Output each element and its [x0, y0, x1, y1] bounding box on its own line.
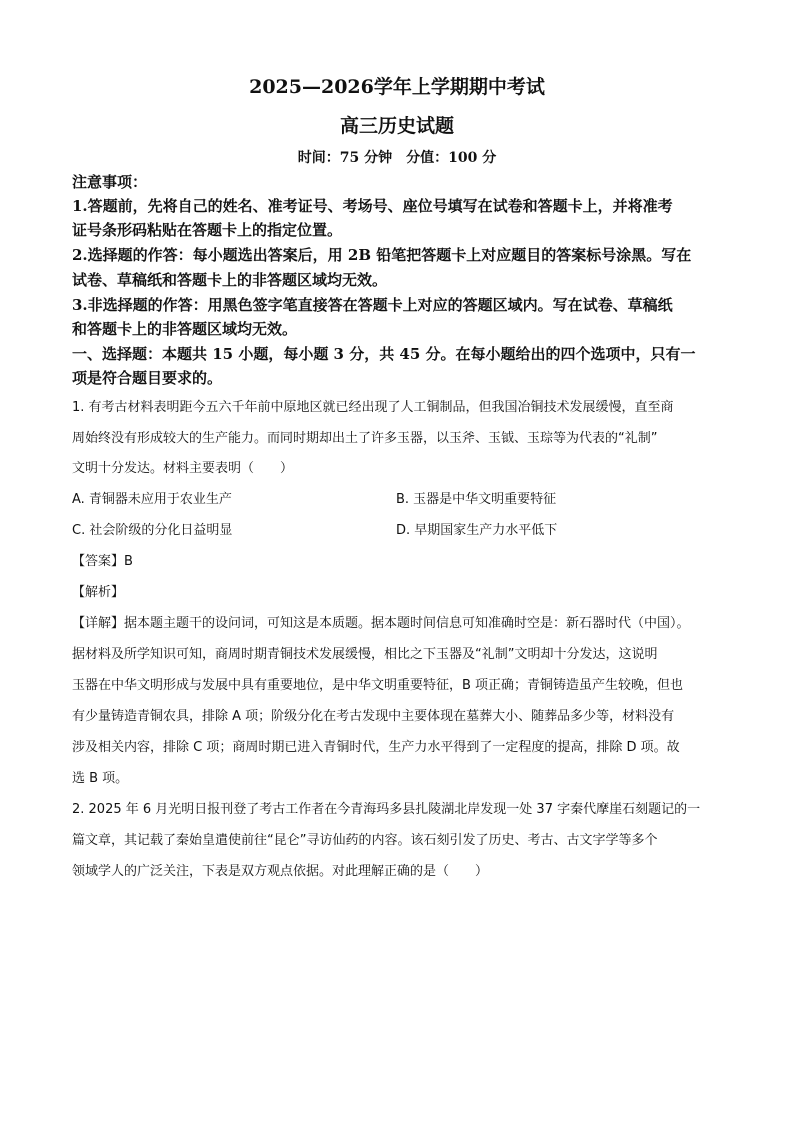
q1-detail-line-5: 涉及相关内容，排除 C 项；商周时期已进入青铜时代，生产力水平得到了一定程度的提高，排除 D 项。故 — [72, 740, 680, 755]
exam-score: 分值：100 分 — [406, 150, 497, 166]
exam-title: 2025—2026学年上学期期中考试 — [249, 76, 545, 98]
q1-option-a: A. 青铜器未应用于农业生产 — [72, 492, 232, 507]
exam-meta — [0, 147, 794, 167]
notice-item-2-line-1: 2.选择题的作答：每小题选出答案后，用 2B 铅笔把答题卡上对应题目的答案标号涂黑。写在 — [72, 246, 692, 264]
q2-stem-line-1: 2. 2025 年 6 月光明日报刊登了考古工作者在今青海玛多县扎陵湖北岸发现一处 37 字秦代摩崖石刻题记的一 — [72, 802, 701, 817]
q1-option-d: D. 早期国家生产力水平低下 — [396, 523, 558, 538]
section-heading-line-2: 项是符合题目要求的。 — [72, 369, 223, 387]
q2-stem-line-2: 篇文章，其记载了秦始皇遣使前往“昆仑”寻访仙药的内容。该石刻引发了历史、考古、古文字学等多个 — [72, 833, 658, 848]
q1-detail-line-3: 玉器在中华文明形成与发展中具有重要地位，是中华文明重要特征，B 项正确；青铜铸造虽产生较晚，但也 — [72, 678, 684, 693]
notice-item-3-line-2: 和答题卡上的非答题区域均无效。 — [72, 320, 298, 338]
q1-analysis-tag: 【解析】 — [72, 585, 125, 600]
exam-subtitle: 高三历史试题 — [339, 115, 454, 137]
q1-detail-line-4: 有少量铸造青铜农具，排除 A 项；阶级分化在考古发现中主要体现在墓葬大小、随葬品多少等，材料没有 — [72, 709, 675, 724]
q1-stem-line-3: 文明十分发达。材料主要表明（ ） — [72, 461, 294, 476]
q1-stem-line-2: 周始终没有形成较大的生产能力。而同时期却出土了许多玉器，以玉斧、玉钺、玉琮等为代表的“礼制” — [72, 431, 658, 446]
q1-option-c: C. 社会阶级的分化日益明显 — [72, 523, 233, 538]
notice-item-2-line-2: 试卷、草稿纸和答题卡上的非答题区域均无效。 — [72, 271, 388, 289]
q1-stem-line-1: 1. 有考古材料表明距今五六千年前中原地区就已经出现了人工铜制品，但我国冶铜技术发展缓慢，直至商 — [72, 400, 674, 415]
section-heading-line-1: 一、选择题：本题共 15 小题，每小题 3 分，共 45 分。在每小题给出的四个选项中，只有一 — [72, 345, 696, 363]
q1-detail-line-6: 选 B 项。 — [72, 771, 129, 786]
notice-item-3-line-1: 3.非选择题的作答：用黑色签字笔直接答在答题卡上对应的答题区域内。写在试卷、草稿纸 — [72, 296, 673, 314]
exam-time: 时间：75 分钟 — [297, 150, 393, 166]
q1-answer: 【答案】B — [72, 554, 133, 569]
q1-option-b: B. 玉器是中华文明重要特征 — [396, 492, 557, 507]
notice-heading: 注意事项： — [72, 173, 148, 191]
q1-detail-line-1: 【详解】据本题主题干的设问词，可知这是本质题。据本题时间信息可知准确时空是：新石器时代（中国）。 — [72, 616, 690, 631]
q2-stem-line-3: 领域学人的广泛关注，下表是双方观点依据。对此理解正确的是（ ） — [72, 864, 489, 879]
q1-detail-line-2: 据材料及所学知识可知，商周时期青铜技术发展缓慢，相比之下玉器及“礼制”文明却十分发达，这说明 — [72, 647, 658, 662]
notice-item-1-line-1: 1.答题前，先将自己的姓名、准考证号、考场号、座位号填写在试卷和答题卡上，并将准考 — [72, 197, 673, 215]
notice-item-1-line-2: 证号条形码粘贴在答题卡上的指定位置。 — [72, 221, 343, 239]
